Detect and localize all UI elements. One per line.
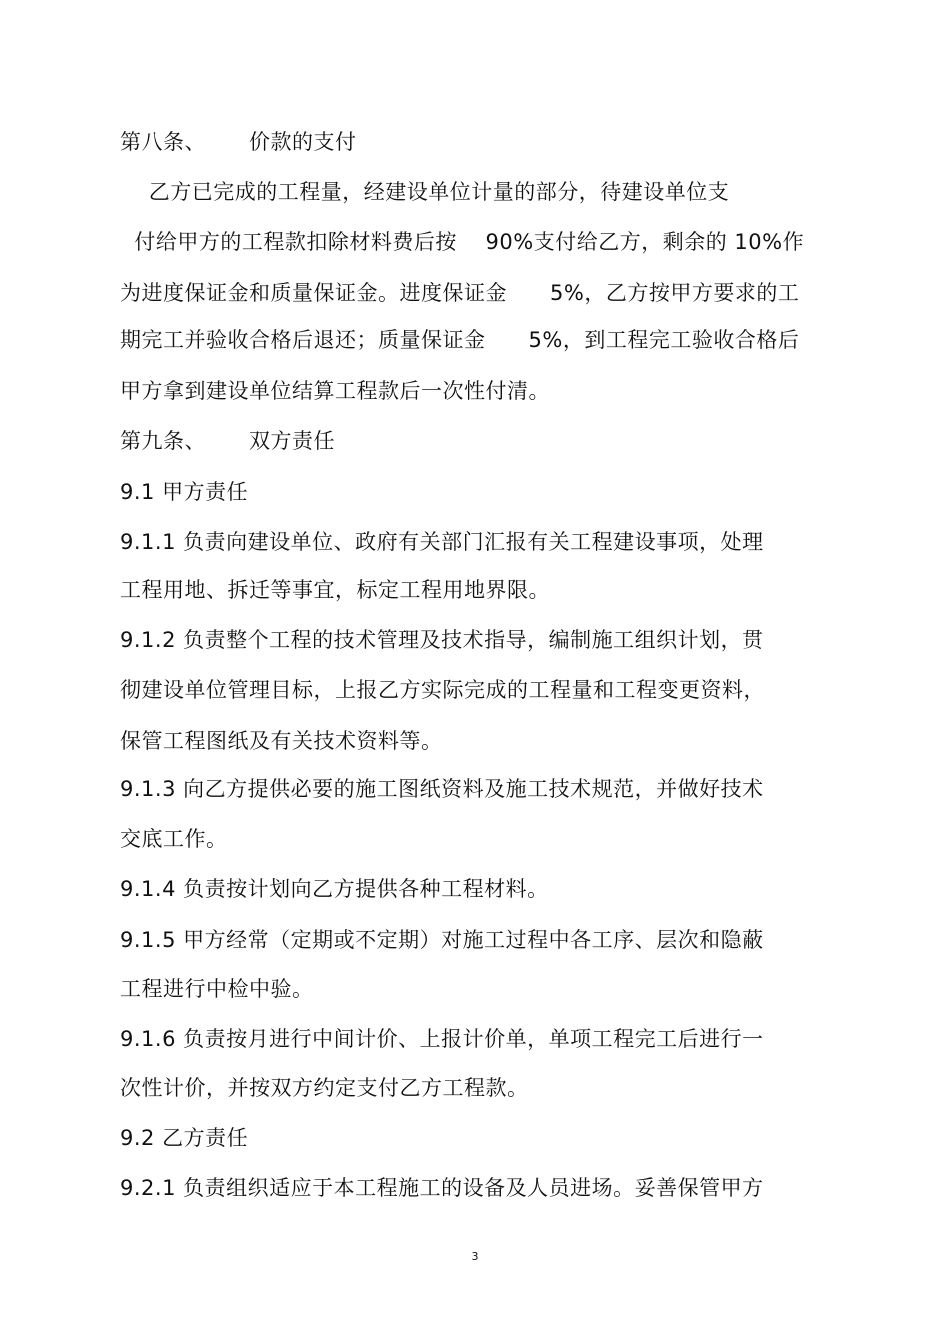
paragraph-line: 期完工并验收合格后退还；质量保证金 5%，到工程完工验收合格后 bbox=[120, 328, 800, 352]
clause-9-1-6: 9.1.6 负责按月进行中间计价、上报计价单，单项工程完工后进行一 bbox=[120, 1027, 764, 1051]
paragraph-line: 工程进行中检中验。 bbox=[120, 977, 314, 1001]
paragraph-line: 乙方已完成的工程量，经建设单位计量的部分，待建设单位支 bbox=[120, 180, 730, 204]
clause-9-1-3: 9.1.3 向乙方提供必要的施工图纸资料及施工技术规范，并做好技术 bbox=[120, 777, 764, 801]
paragraph-line: 为进度保证金和质量保证金。进度保证金 5%，乙方按甲方要求的工 bbox=[120, 281, 800, 305]
paragraph-line: 交底工作。 bbox=[120, 827, 228, 851]
clause-9-2-1: 9.2.1 负责组织适应于本工程施工的设备及人员进场。妥善保管甲方 bbox=[120, 1176, 764, 1200]
section-9-1-heading: 9.1 甲方责任 bbox=[120, 480, 249, 504]
paragraph-line: 保管工程图纸及有关技术资料等。 bbox=[120, 729, 443, 753]
article-9-heading: 第九条、 双方责任 bbox=[120, 429, 336, 453]
paragraph-line: 次性计价，并按双方约定支付乙方工程款。 bbox=[120, 1076, 529, 1100]
paragraph-line: 付给甲方的工程款扣除材料费后按 90%支付给乙方，剩余的 10%作 bbox=[120, 230, 805, 254]
clause-9-1-4: 9.1.4 负责按计划向乙方提供各种工程材料。 bbox=[120, 877, 549, 901]
paragraph-line: 彻建设单位管理目标，上报乙方实际完成的工程量和工程变更资料， bbox=[120, 678, 765, 702]
clause-9-1-5: 9.1.5 甲方经常（定期或不定期）对施工过程中各工序、层次和隐蔽 bbox=[120, 928, 764, 952]
clause-9-1-1: 9.1.1 负责向建设单位、政府有关部门汇报有关工程建设事项，处理 bbox=[120, 530, 764, 554]
article-8-heading: 第八条、 价款的支付 bbox=[120, 130, 357, 154]
clause-9-1-2: 9.1.2 负责整个工程的技术管理及技术指导，编制施工组织计划，贯 bbox=[120, 628, 764, 652]
paragraph-line: 甲方拿到建设单位结算工程款后一次性付清。 bbox=[120, 379, 550, 403]
paragraph-line: 工程用地、拆迁等事宜，标定工程用地界限。 bbox=[120, 578, 550, 602]
section-9-2-heading: 9.2 乙方责任 bbox=[120, 1126, 249, 1150]
page-number: 3 bbox=[471, 1250, 479, 1263]
